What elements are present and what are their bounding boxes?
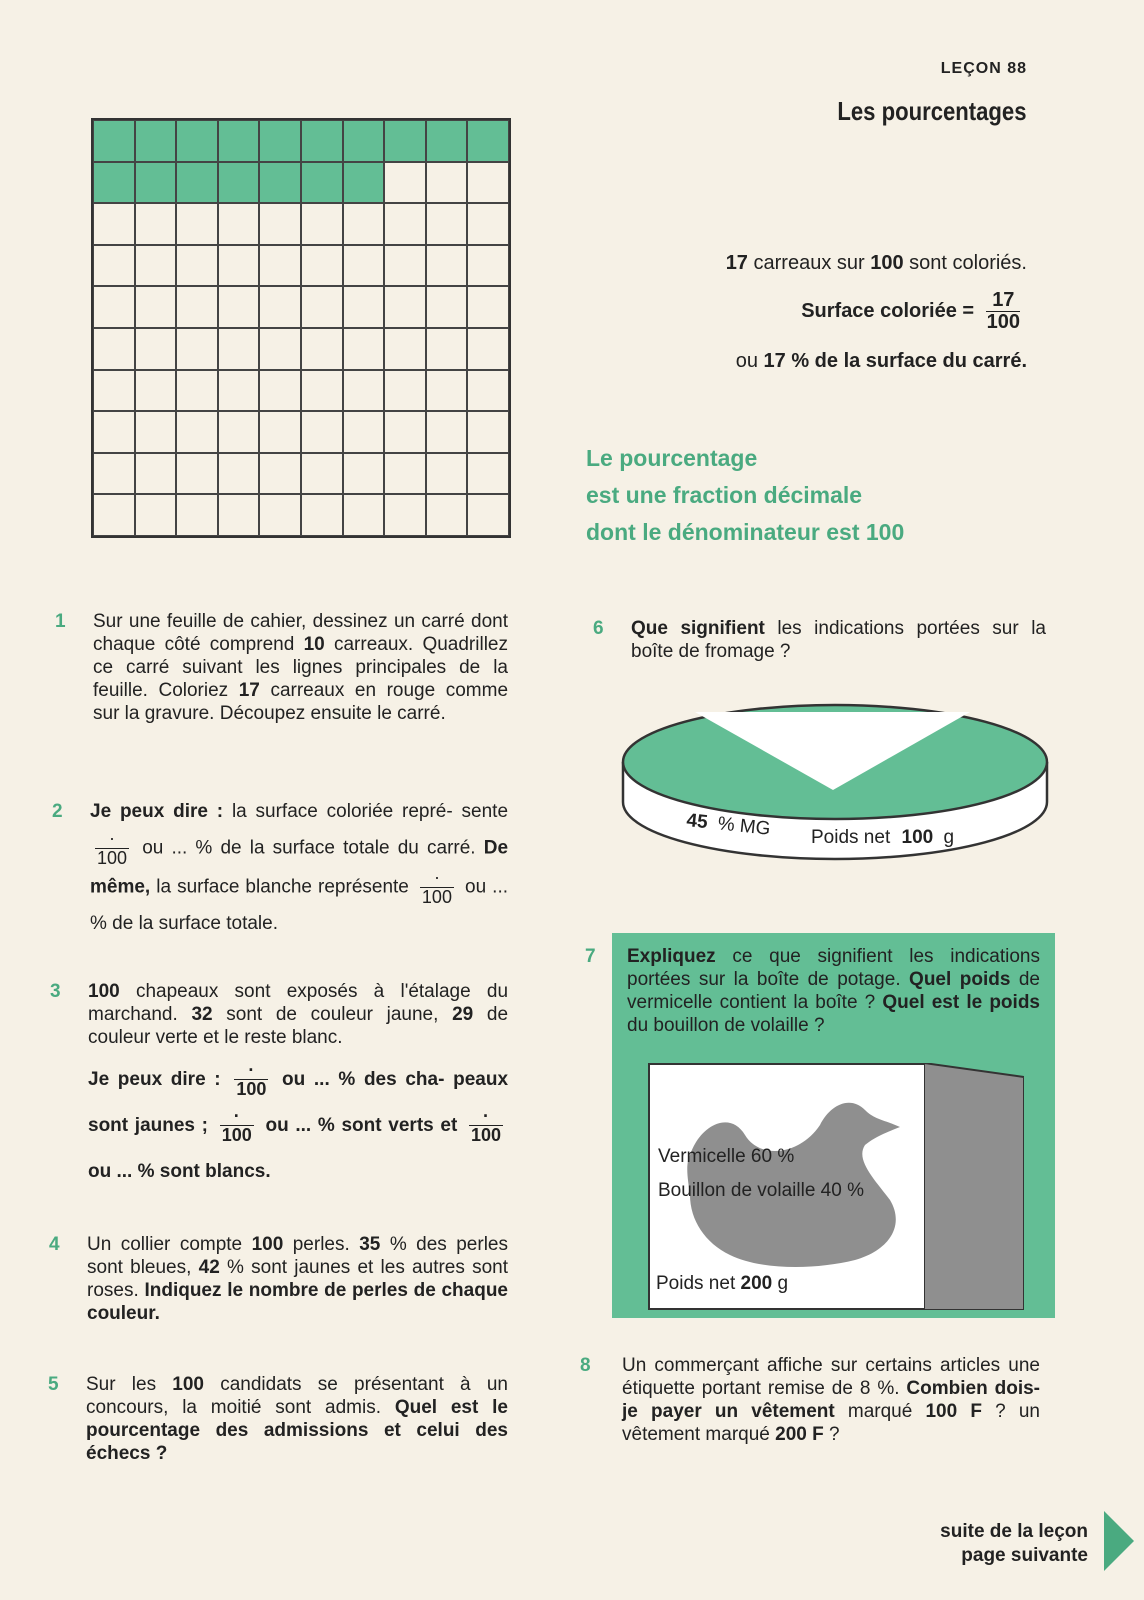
exercise-6: 6 Que signifient les indications portées sur la boîte de fromage ? xyxy=(593,618,1046,662)
grid-cell xyxy=(93,494,135,536)
grid-cell xyxy=(176,245,218,287)
grid-cell xyxy=(176,411,218,453)
grid-cell xyxy=(384,328,426,370)
grid-cell xyxy=(259,411,301,453)
grid-cell xyxy=(301,203,343,245)
grid-cell xyxy=(467,162,509,204)
grid-cell-colored xyxy=(467,120,509,162)
grid-cell xyxy=(93,411,135,453)
grid-cell xyxy=(259,245,301,287)
grid-cell-colored xyxy=(259,162,301,204)
grid-cell xyxy=(426,203,468,245)
grid-cell xyxy=(259,370,301,412)
grid-cell xyxy=(426,494,468,536)
lesson-number: LEÇON 88 xyxy=(940,60,1027,77)
grid-cell xyxy=(384,203,426,245)
grid-cell xyxy=(301,328,343,370)
grid-cell-colored xyxy=(93,162,135,204)
grid-cell xyxy=(343,494,385,536)
grid-cell xyxy=(467,494,509,536)
grid-cell xyxy=(384,370,426,412)
grid-cell xyxy=(176,453,218,495)
grid-cell-colored xyxy=(301,120,343,162)
grid-cell xyxy=(467,370,509,412)
grid-cell xyxy=(218,286,260,328)
grid-cell xyxy=(135,453,177,495)
grid-cell xyxy=(135,245,177,287)
grid-cell xyxy=(93,203,135,245)
exercise-1: 1 Sur une feuille de cahier, dessinez un carré dont chaque côté comprend 10 carreaux. Quadrillez ce carré suivant les lignes principales de la feuille. Coloriez 17 carreaux en rouge comme sur la gravure. Découpez ensuite le carré. xyxy=(55,611,509,724)
grid-cell xyxy=(218,328,260,370)
grid-cell xyxy=(135,203,177,245)
grid-cell-colored xyxy=(218,120,260,162)
intro-percent-line: ou 17 % de la surface du carré. xyxy=(735,350,1027,372)
grid-cell xyxy=(176,370,218,412)
grid-cell xyxy=(467,245,509,287)
grid-cell xyxy=(176,494,218,536)
grid-cell xyxy=(218,203,260,245)
grid-cell xyxy=(467,411,509,453)
grid-cell xyxy=(218,245,260,287)
grid-cell xyxy=(259,286,301,328)
grid-cell xyxy=(93,370,135,412)
grid-cell xyxy=(259,203,301,245)
grid-cell xyxy=(301,245,343,287)
grid-cell xyxy=(135,286,177,328)
grid-cell xyxy=(218,453,260,495)
exercise-5: 5 Sur les 100 candidats se présentant à un concours, la moitié sont admis. Quel est le pourcentage des admissions et celui des échecs ? xyxy=(48,1374,508,1464)
soup-weight-label: Poids net 200 g xyxy=(656,1273,789,1294)
grid-cell xyxy=(384,245,426,287)
grid-cell xyxy=(218,370,260,412)
grid-cell xyxy=(467,453,509,495)
definition-rule: Le pourcentage est une fraction décimale dont le dénominateur est 100 xyxy=(586,445,905,545)
soup-box-front xyxy=(648,1063,926,1310)
grid-cell xyxy=(343,411,385,453)
grid-cell xyxy=(426,286,468,328)
grid-cell xyxy=(426,245,468,287)
grid-cell xyxy=(343,370,385,412)
grid-cell xyxy=(218,411,260,453)
grid-cell xyxy=(301,453,343,495)
soup-box-side xyxy=(924,1063,1024,1310)
soup-composition: Vermicelle 60 % Bouillon de volaille 40 % xyxy=(658,1146,864,1201)
next-arrow-icon[interactable] xyxy=(1104,1511,1134,1571)
grid-cell xyxy=(135,494,177,536)
grid-cell xyxy=(384,286,426,328)
grid-cell xyxy=(467,328,509,370)
grid-cell xyxy=(384,494,426,536)
intro-surface-line: Surface coloriée = $\frac{17}{100}$ xyxy=(801,289,1020,333)
grid-cell-colored xyxy=(343,120,385,162)
grid-cell-colored xyxy=(218,162,260,204)
grid-cell xyxy=(343,245,385,287)
grid-cell xyxy=(135,328,177,370)
grid-cell-colored xyxy=(384,120,426,162)
grid-cell xyxy=(218,494,260,536)
grid-cell xyxy=(135,370,177,412)
grid-cell xyxy=(426,370,468,412)
exercise-3: 3 100 chapeaux sont exposés à l'étalage du marchand. 32 sont de couleur jaune, 29 de couleur verte et le reste blanc. Je peux dire : $\frac{\cdot}{100}$ ou ... % des cha- peaux sont jaunes ; $\frac{\cdot}{100}$ ou ... % sont verts et $\frac{\cdot}{100}$ ou ... % sont blancs. xyxy=(50,981,509,1182)
grid-cell-colored xyxy=(176,162,218,204)
grid-cell xyxy=(301,286,343,328)
next-page-link[interactable]: suite de la leçon page suivante xyxy=(940,1521,1088,1566)
grid-cell-colored xyxy=(135,162,177,204)
grid-cell xyxy=(467,286,509,328)
intro-count-line: 17 carreaux sur 100 sont coloriés. xyxy=(725,252,1027,274)
grid-cell-colored xyxy=(259,120,301,162)
grid-cell xyxy=(467,203,509,245)
grid-cell xyxy=(93,286,135,328)
hundred-square-grid xyxy=(91,118,511,538)
grid-cell xyxy=(384,453,426,495)
grid-cell xyxy=(343,286,385,328)
grid-cell xyxy=(301,370,343,412)
grid-cell xyxy=(93,328,135,370)
grid-cell xyxy=(93,453,135,495)
cheese-weight-label: Poids net 100 g xyxy=(811,827,955,848)
page-title: Les pourcentages xyxy=(837,96,1027,126)
grid-cell-colored xyxy=(301,162,343,204)
grid-cell xyxy=(176,286,218,328)
exercise-4: 4 Un collier compte 100 perles. 35 % des perles sont bleues, 42 % sont jaunes et les autres sont roses. Indiquez le nombre de perles de chaque couleur. xyxy=(49,1234,509,1324)
grid-cell xyxy=(259,494,301,536)
grid-cell xyxy=(426,411,468,453)
grid-cell-colored xyxy=(93,120,135,162)
grid-cell-colored xyxy=(426,120,468,162)
exercise-8: 8 Un commerçant affiche sur certains articles une étiquette portant remise de 8 %. Combien dois-je payer un vêtement marqué 100 F ? un vêtement marqué 200 F ? xyxy=(580,1355,1040,1445)
grid-cell xyxy=(259,328,301,370)
cheese-mg-label: 45 % MG xyxy=(685,810,772,840)
grid-cell xyxy=(176,328,218,370)
grid-cell xyxy=(426,162,468,204)
grid-cell-colored xyxy=(135,120,177,162)
grid-cell xyxy=(259,453,301,495)
grid-cell xyxy=(301,494,343,536)
grid-cell xyxy=(384,411,426,453)
grid-cell xyxy=(135,411,177,453)
cheese-box-illustration xyxy=(620,690,1050,870)
grid-cell xyxy=(343,453,385,495)
grid-cell xyxy=(93,245,135,287)
exercise-7: 7 Expliquez ce que signifient les indications portées sur la boîte de potage. Quel poids de vermicelle contient la boîte ? Quel est le poids du bouillon de volaille ? xyxy=(585,946,1041,1036)
grid-cell-colored xyxy=(343,162,385,204)
grid-cell xyxy=(343,203,385,245)
grid-cell xyxy=(384,162,426,204)
grid-cell xyxy=(426,453,468,495)
grid-cell xyxy=(301,411,343,453)
grid-cell xyxy=(343,328,385,370)
exercise-2: 2 Je peux dire : la surface coloriée repré- sente $\frac{\cdot}{100}$ ou ... % de la surface totale du carré. De même, la surface blanche représente $\frac{\cdot}{100}$ ou ... % de la surface totale. xyxy=(52,801,509,934)
grid-cell xyxy=(426,328,468,370)
grid-cell xyxy=(176,203,218,245)
grid-cell-colored xyxy=(176,120,218,162)
